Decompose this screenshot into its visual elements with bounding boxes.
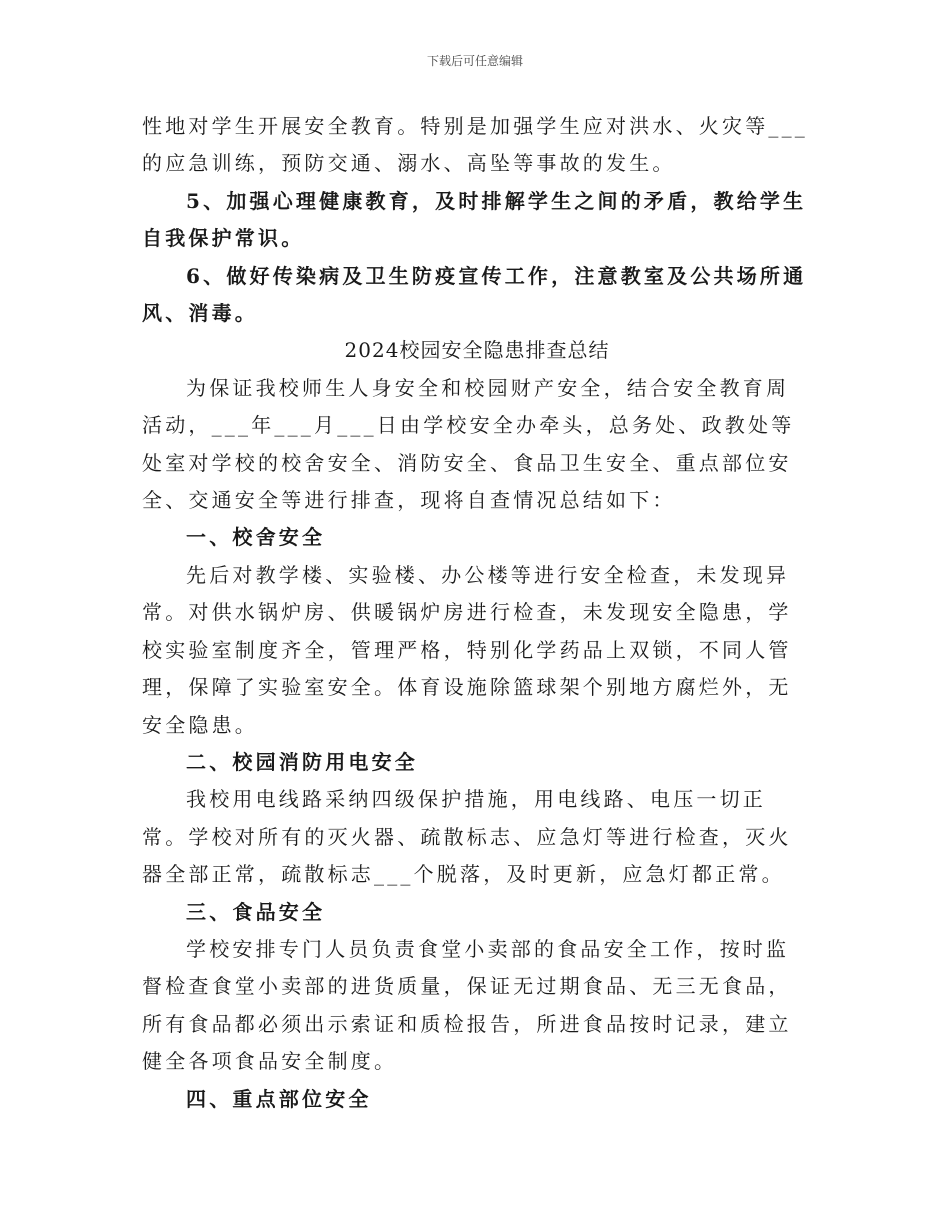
section-heading-key-areas: 四、重点部位安全 bbox=[186, 1086, 372, 1111]
list-item-5: 5、加强心理健康教育，及时排解学生之间的矛盾，教给学生自我保护常识。 bbox=[142, 188, 807, 251]
paragraph-school-buildings: 先后对教学楼、实验楼、办公楼等进行安全检查，未发现异常。对供水锅炉房、供暖锅炉房进行检查，未发现安全隐患，学校实验室制度齐全，管理严格，特别化学药品上双锁，不同人管理，保障了实验室安全。体育设施除篮球架个别地方腐烂外，无安全隐患。 bbox=[142, 562, 792, 737]
paragraph-continuation: 性地对学生开展安全教育。特别是加强学生应对洪水、火灾等___的应急训练，预防交通、溺水、高坠等事故的发生。 bbox=[142, 114, 808, 176]
paragraph-fire-electric: 我校用电线路采纳四级保护措施，用电线路、电压一切正常。学校对所有的灭火器、疏散标志、应急灯等进行检查，灭火器全部正常，疏散标志___个脱落，及时更新，应急灯都正常。 bbox=[142, 787, 792, 887]
list-item-6: 6、做好传染病及卫生防疫宣传工作，注意教室及公共场所通风、消毒。 bbox=[142, 263, 807, 326]
section-heading-food-safety: 三、食品安全 bbox=[186, 899, 326, 924]
section-heading-fire-electric: 二、校园消防用电安全 bbox=[186, 749, 418, 774]
document-body bbox=[142, 108, 812, 1118]
section-heading-school-buildings: 一、校舍安全 bbox=[186, 525, 326, 550]
paragraph-intro: 为保证我校师生人身安全和校园财产安全，结合安全教育周活动，___年___月___日由学校安全办牵头，总务处、政教处等处室对学校的校舍安全、消防安全、食品卫生安全、重点部位安全、交通安全等进行排查，现将自查情况总结如下： bbox=[142, 375, 795, 513]
paragraph-food-safety: 学校安排专门人员负责食堂小卖部的食品安全工作，按时监督检查食堂小卖部的进货质量，保证无过期食品、无三无食品，所有食品都必须出示索证和质检报告，所进食品按时记录，建立健全各项食品安全制度。 bbox=[142, 936, 792, 1074]
document-title: 2024校园安全隐患排查总结 bbox=[344, 338, 610, 363]
page-header-note: 下载后可任意编辑 bbox=[426, 54, 523, 68]
